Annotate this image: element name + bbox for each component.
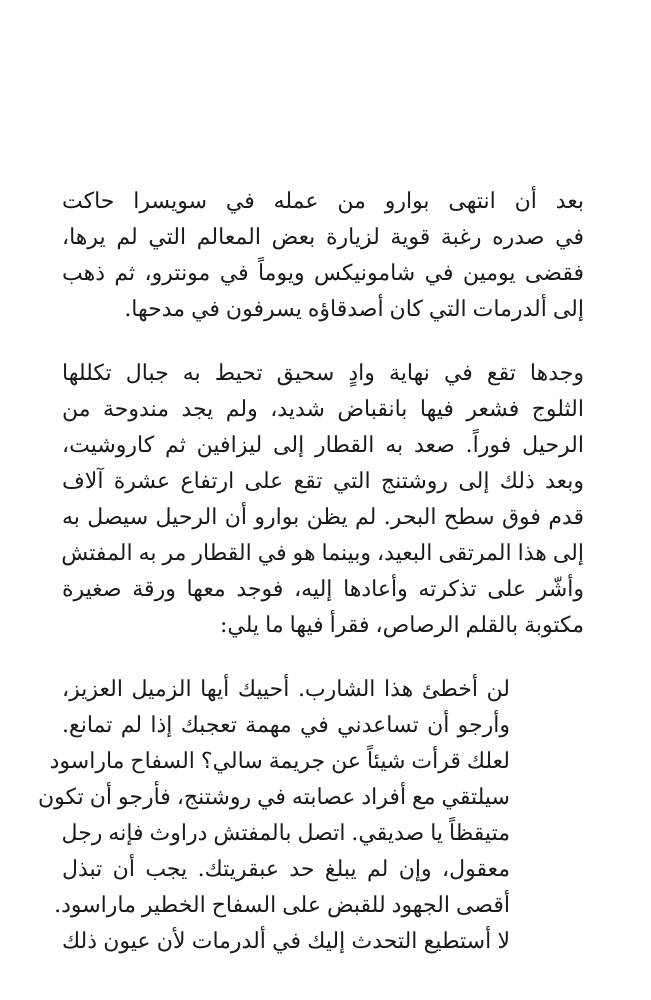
quoted-note: [37, 672, 510, 960]
text-line: مكتوبة بالقلم الرصاص، فقرأ فيها ما يلي:: [220, 613, 584, 638]
text-line: لن أخطئ هذا الشارب. أحييك أيها الزميل العزيز،: [62, 677, 510, 702]
text-line: لا أستطيع التحدث إليك في ألدرمات لأن عيون ذلك: [62, 929, 510, 954]
text-line: قدم فوق سطح البحر. لم يظن بوارو أن الرحيل سيصل به: [62, 505, 584, 530]
text-line: وجدها تقع في نهاية وادٍ سحيق تحيط به جبال تكللها: [62, 361, 584, 386]
text-line: سيلتقي مع أفراد عصابته في روشتنج، فأرجو أن تكون: [37, 785, 510, 810]
text-line: وأشّر على تذكرته وأعادها إليه، فوجد معها ورقة صغيرة: [62, 577, 584, 602]
text-line: في صدره رغبة قوية لزيارة بعض المعالم التي لم يرها،: [62, 225, 584, 250]
text-line: فقضى يومين في شامونيكس ويوماً في مونترو، ثم ذهب: [62, 261, 584, 286]
text-line: معقول، وإن لم يبلغ حد عبقريتك. يجب أن تبذل: [62, 857, 510, 882]
text-line: بعد أن انتهى بوارو من عمله في سويسرا حاكت: [62, 189, 584, 214]
paragraph-arrival: [62, 184, 584, 328]
text-line: متيقظاً يا صديقي. اتصل بالمفتش دراوث فإنه رجل: [61, 821, 510, 846]
text-line: إلى هذا المرتقى البعيد، وبينما هو في القطار مر به المفتش: [61, 541, 584, 566]
text-line: الثلوج فشعر فيها بانقباض شديد، ولم يجد مندوحة من: [62, 397, 584, 422]
text-line: أقصى الجهود للقبض على السفاح الخطير ماراسود.: [54, 893, 510, 918]
text-line: إلى ألدرمات التي كان أصدقاؤه يسرفون في مدحها.: [124, 297, 584, 322]
paragraph-journey: [62, 356, 584, 644]
text-line: الرحيل فوراً. صعد به القطار إلى ليزافين ثم كاروشيت،: [62, 433, 584, 458]
text-line: وبعد ذلك إلى روشتنج التي تقع على ارتفاع عشرة آلاف: [62, 469, 584, 494]
text-line: وأرجو أن تساعدني في مهمة تعجبك إذا لم تمانع.: [62, 713, 510, 738]
text-line: لعلك قرأت شيئاً عن جريمة سالي؟ السفاح ماراسود: [49, 749, 510, 774]
